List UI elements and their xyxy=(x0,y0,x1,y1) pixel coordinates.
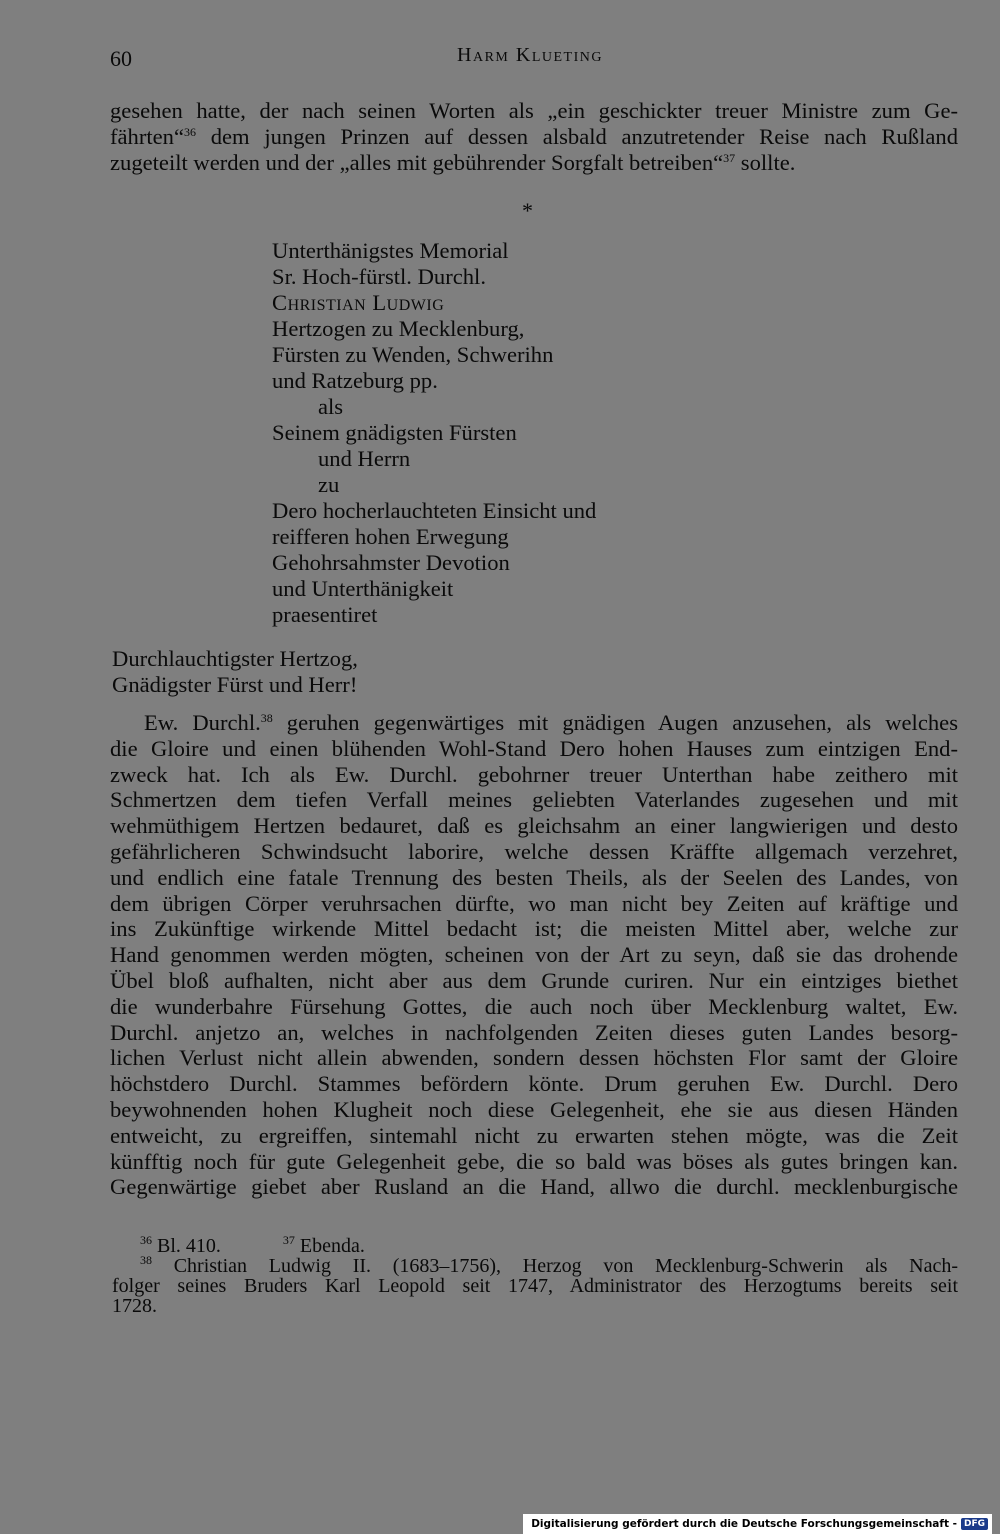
footnote-ref: 38 xyxy=(260,711,273,725)
footnote-38: $^{38}$ Christian Ludwig II. (1683–1756), Herzog von Mecklenburg-Schwerin als Nach- xyxy=(140,1253,958,1277)
text-line: fährten“$^{36}$ dem jungen Prinzen auf dessen alsbald anzutretender Reise nach Rußland xyxy=(110,123,958,149)
memorial-line: Gehohrsahmster Devotion xyxy=(272,550,510,575)
text-line: höchstdero Durchl. Stammes befördern könte. Drum geruhen Ew. Durchl. Dero xyxy=(110,1071,958,1097)
memorial-line: Fürsten zu Wenden, Schwerihn xyxy=(272,342,554,367)
text-line: wehmüthigem Hertzen bedauret, daß es gleichsahm an einer langwierigen und desto xyxy=(110,813,958,839)
text-line: Durchl. anjetzo an, welches in nachfolgenden Zeiten dieses guten Landes besorg- xyxy=(110,1019,958,1045)
memorial-line: Christian Ludwig xyxy=(272,290,445,315)
text-line: zugeteilt werden und der „alles mit gebührender Sorgfalt betreiben“$^{37}$ sollte. xyxy=(110,149,796,175)
memorial-line: als xyxy=(318,394,344,419)
text-line: Gegenwärtige giebet aber Rusland an die Hand, allwo die durchl. mecklenburgische xyxy=(110,1174,958,1200)
section-separator: * xyxy=(522,198,533,223)
memorial-line: und Herrn xyxy=(318,446,411,471)
text-line: Übel bloß aufhalten, nicht aber aus dem Grunde curiren. Nur ein eintziges biethet xyxy=(110,967,958,993)
footnotes xyxy=(112,1233,958,1317)
text-line: und endlich eine fatale Trennung des besten Theils, als der Seelen des Landes, von xyxy=(110,864,958,890)
memorial-line: und Ratzeburg pp. xyxy=(272,368,438,393)
salutation-line: Durchlauchtigster Hertzog, xyxy=(112,646,358,671)
text-line: zweck hat. Ich als Ew. Durchl. gebohrner treuer Unterthan habe zeithero mit xyxy=(110,761,958,787)
salutation xyxy=(112,646,358,698)
text-line: die Gloire und einen blühenden Wohl-Stand Dero hohen Hauses zum eintzigen End- xyxy=(110,735,958,761)
memorial-line: zu xyxy=(318,472,340,497)
memorial-line: praesentiret xyxy=(272,602,378,627)
dfg-logo: DFG xyxy=(961,1518,988,1530)
memorial-line: Sr. Hoch-fürstl. Durchl. xyxy=(272,264,486,289)
memorial-title-block xyxy=(272,238,596,628)
salutation-line: Gnädigster Fürst und Herr! xyxy=(112,672,358,697)
page-number: 60 xyxy=(110,46,132,71)
intro-paragraph xyxy=(110,98,958,175)
text-line: Schmertzen dem tiefen Verfall meines geliebten Vaterlandes zugesehen und mit xyxy=(110,787,958,813)
memorial-line: Unterthänigstes Memorial xyxy=(272,238,509,263)
text-line: die wunderbahre Fürsehung Gottes, die auch noch über Mecklenburg waltet, Ew. xyxy=(110,993,958,1019)
text-line: entweicht, zu ergreiffen, sintemahl nicht zu erwarten stehen mögte, was die Zeit xyxy=(110,1122,958,1148)
text-line: gefährlicheren Schwindsucht laborire, welche dessen Kräffte allgemach verzehret, xyxy=(110,838,958,864)
text-line: beywohnenden hohen Klugheit noch diese Gelegenheit, ehe sie aus diesen Händen xyxy=(110,1096,958,1122)
text-line: gesehen hatte, der nach seinen Worten als „ein geschickter treuer Ministre zum Ge- xyxy=(110,98,958,123)
text-line: Hand genommen werden mögten, scheinen von der Art zu seyn, daß sie das drohende xyxy=(110,942,958,968)
text-line: Ew. Durchl.$^{38}$ geruhen gegenwärtiges mit gnädigen Augen anzusehen, als welches xyxy=(144,710,958,735)
footnote-38-cont: 1728. xyxy=(112,1295,157,1317)
text-line: ins Zukünftige wirkende Mittel bedacht ist; die meisten Mittel aber, welche zur xyxy=(110,916,958,942)
footnote-ref: 36 xyxy=(184,124,197,139)
memorial-line: und Unterthänigkeit xyxy=(272,576,454,601)
footnote-36-37: $^{36}$ Bl. 410. $^{37}$ Ebenda. xyxy=(140,1233,365,1257)
memorial-line: reifferen hohen Erwegung xyxy=(272,524,509,549)
memorial-line: Seinem gnädigsten Fürsten xyxy=(272,420,517,445)
digitization-credit: Digitalisierung gefördert durch die Deutsche Forschungsgemeinschaft - DFG xyxy=(523,1514,992,1534)
text-line: dem übrigen Cörper veruhrsachen dürfte, wo man nicht bey Zeiten auf kräftige und xyxy=(110,890,958,916)
running-head: Harm Klueting xyxy=(457,44,603,66)
text-line: künfftig noch für gute Gelegenheit gebe, die so bald was böses als gutes bringen kan. xyxy=(110,1148,958,1174)
footnote-38-cont: folger seines Bruders Karl Leopold seit 1747, Administrator des Herzogtums bereits seit xyxy=(112,1275,958,1297)
footnote-ref: 37 xyxy=(723,150,736,165)
memorial-line: Hertzogen zu Mecklenburg, xyxy=(272,316,525,341)
memorial-line: Dero hocherlauchteten Einsicht und xyxy=(272,498,597,523)
body-paragraph xyxy=(110,710,958,1200)
text-line: lichen Verlust nicht allein abwenden, sondern dessen höchsten Flor samt der Gloire xyxy=(110,1045,958,1071)
